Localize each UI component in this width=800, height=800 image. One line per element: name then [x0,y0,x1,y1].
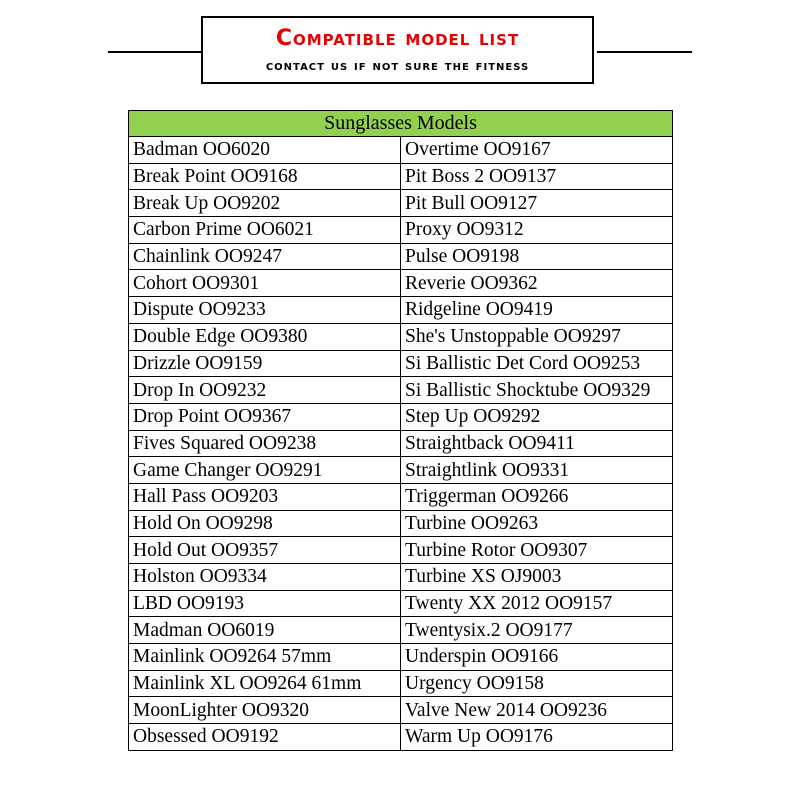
page-subtitle: contact us if not sure the fitness [265,58,530,74]
model-cell-right: Straightlink OO9331 [401,457,673,484]
model-cell-right: She's Unstoppable OO9297 [401,323,673,350]
model-cell-left: MoonLighter OO9320 [129,697,401,724]
model-cell-right: Pulse OO9198 [401,243,673,270]
table-row [129,564,673,591]
model-cell-left: Madman OO6019 [129,617,401,644]
table-row [129,377,673,404]
model-cell-right: Twentysix.2 OO9177 [401,617,673,644]
model-cell-right: Turbine OO9263 [401,510,673,537]
model-cell-right: Si Ballistic Det Cord OO9253 [401,350,673,377]
model-cell-right: Si Ballistic Shocktube OO9329 [401,377,673,404]
model-cell-left: LBD OO9193 [129,590,401,617]
models-table [128,110,673,751]
table-row [129,190,673,217]
model-cell-right: Valve New 2014 OO9236 [401,697,673,724]
model-cell-left: Mainlink OO9264 57mm [129,644,401,671]
model-cell-left: Game Changer OO9291 [129,457,401,484]
table-row [129,670,673,697]
table-row [129,430,673,457]
model-cell-left: Drop In OO9232 [129,377,401,404]
model-cell-right: Warm Up OO9176 [401,724,673,751]
table-row [129,537,673,564]
model-cell-left: Carbon Prime OO6021 [129,217,401,244]
model-cell-left: Dispute OO9233 [129,297,401,324]
model-cell-right: Step Up OO9292 [401,403,673,430]
table-row [129,483,673,510]
model-cell-left: Chainlink OO9247 [129,243,401,270]
model-cell-right: Twenty XX 2012 OO9157 [401,590,673,617]
table-row [129,297,673,324]
model-cell-right: Reverie OO9362 [401,270,673,297]
model-cell-right: Ridgeline OO9419 [401,297,673,324]
page-title: Compatible model list [275,26,520,51]
model-cell-right: Pit Boss 2 OO9137 [401,163,673,190]
model-cell-left: Double Edge OO9380 [129,323,401,350]
model-cell-left: Break Point OO9168 [129,163,401,190]
model-cell-right: Urgency OO9158 [401,670,673,697]
table-row [129,243,673,270]
header-rule-right [597,51,692,53]
table-row [129,350,673,377]
model-cell-left: Hold Out OO9357 [129,537,401,564]
table-row [129,137,673,164]
table-header-row [129,111,673,137]
model-cell-left: Cohort OO9301 [129,270,401,297]
table-row [129,590,673,617]
model-cell-left: Drop Point OO9367 [129,403,401,430]
table-row [129,270,673,297]
model-cell-right: Straightback OO9411 [401,430,673,457]
model-cell-left: Drizzle OO9159 [129,350,401,377]
table-row [129,217,673,244]
model-cell-right: Proxy OO9312 [401,217,673,244]
model-cell-left: Holston OO9334 [129,564,401,591]
table-heading: Sunglasses Models [129,111,673,137]
model-cell-left: Hall Pass OO9203 [129,483,401,510]
table-row [129,724,673,751]
model-cell-right: Underspin OO9166 [401,644,673,671]
model-cell-left: Fives Squared OO9238 [129,430,401,457]
model-cell-left: Obsessed OO9192 [129,724,401,751]
header-banner [201,16,594,84]
table-row [129,644,673,671]
model-cell-right: Pit Bull OO9127 [401,190,673,217]
table-row [129,510,673,537]
header-rule-left [108,51,201,53]
model-cell-right: Turbine Rotor OO9307 [401,537,673,564]
table-row [129,617,673,644]
table-row [129,457,673,484]
table-row [129,403,673,430]
model-cell-left: Badman OO6020 [129,137,401,164]
table-row [129,163,673,190]
model-cell-right: Triggerman OO9266 [401,483,673,510]
table-body [129,137,673,751]
model-cell-right: Overtime OO9167 [401,137,673,164]
model-cell-left: Mainlink XL OO9264 61mm [129,670,401,697]
table-row [129,323,673,350]
model-cell-left: Hold On OO9298 [129,510,401,537]
model-cell-right: Turbine XS OJ9003 [401,564,673,591]
table-row [129,697,673,724]
model-cell-left: Break Up OO9202 [129,190,401,217]
